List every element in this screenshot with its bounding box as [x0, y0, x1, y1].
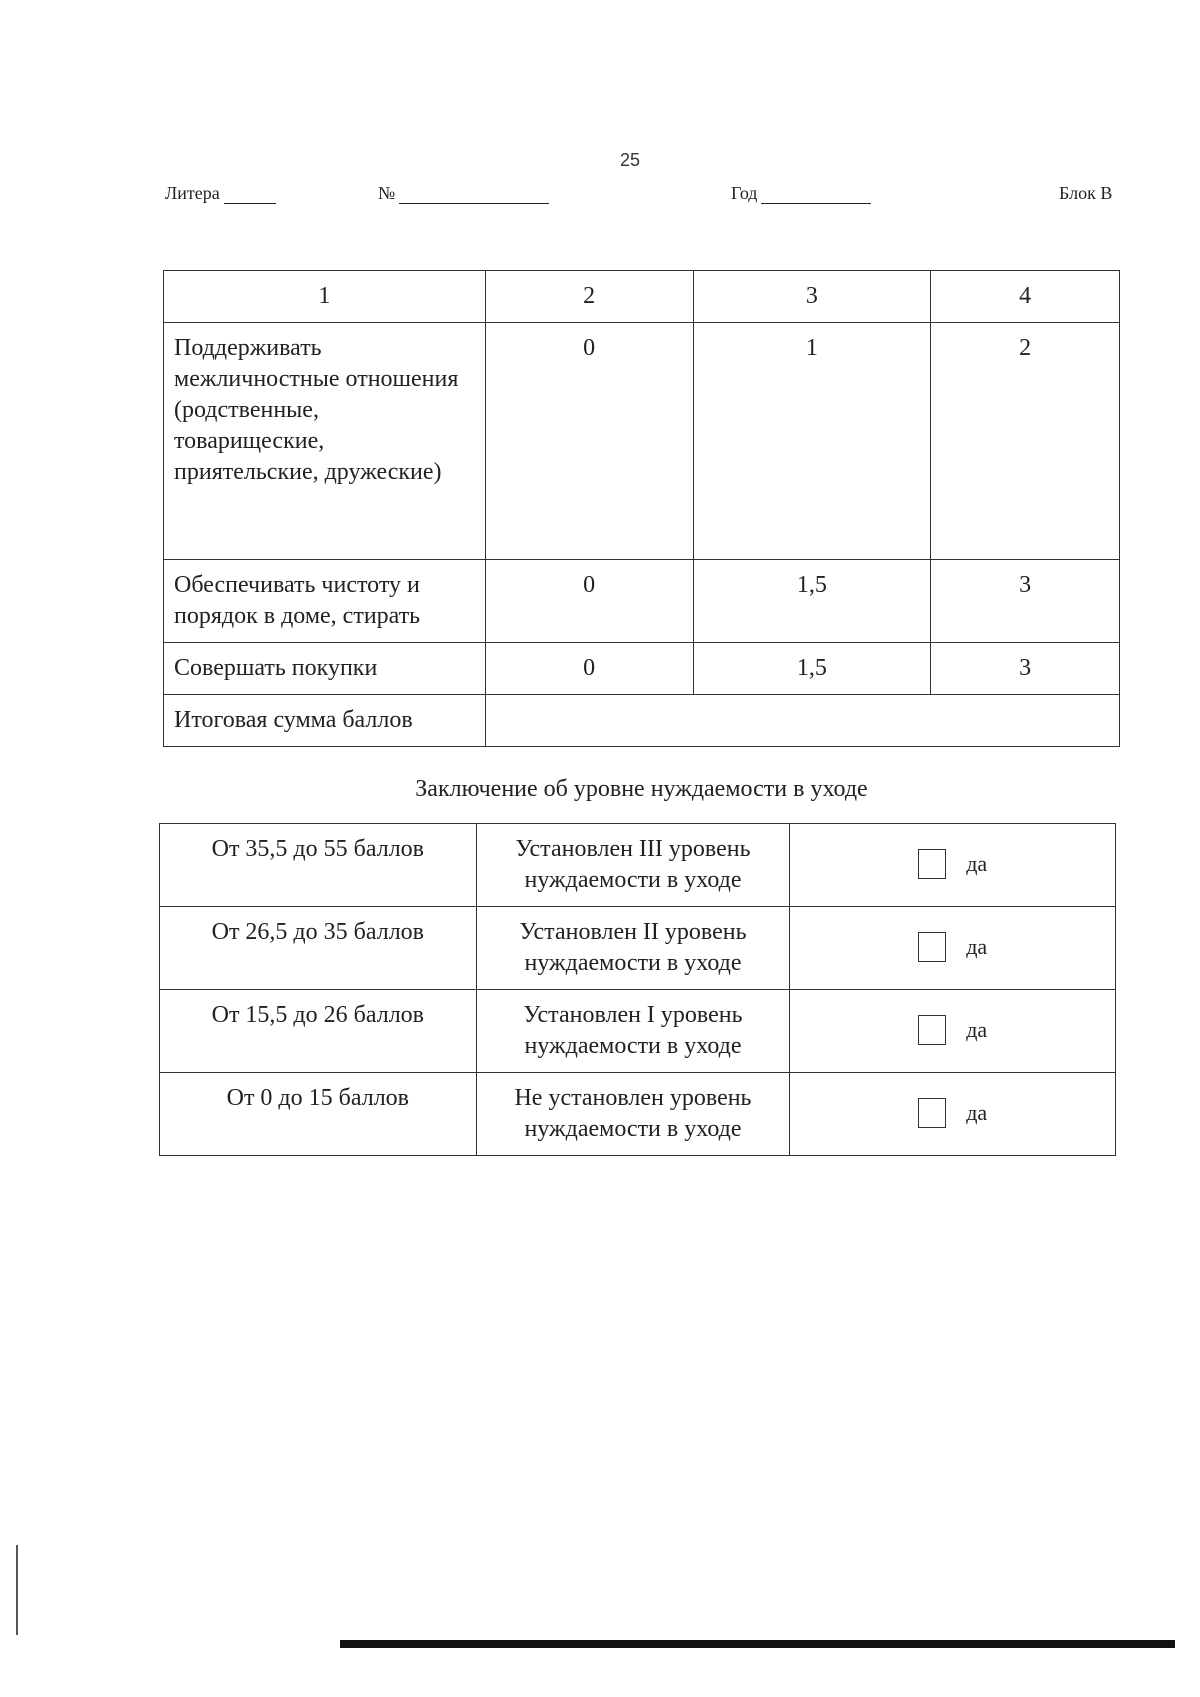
- score-cell: 0: [485, 323, 693, 560]
- checkbox-label: да: [966, 1100, 988, 1125]
- score-range: От 35,5 до 55 баллов: [160, 824, 477, 907]
- litera-label: Литера: [165, 183, 220, 203]
- checkbox[interactable]: [918, 1098, 946, 1128]
- conclusion-row: [160, 1073, 1116, 1156]
- conclusion-row: [160, 824, 1116, 907]
- care-level: Не установлен уровень нуждаемости в уходе: [476, 1073, 790, 1156]
- total-value-cell[interactable]: [485, 695, 1119, 747]
- column-header: 3: [693, 271, 931, 323]
- litera-blank[interactable]: [224, 185, 276, 204]
- conclusion-title: Заключение об уровне нуждаемости в уходе: [415, 776, 868, 802]
- score-cell: 1: [693, 323, 931, 560]
- checkbox[interactable]: [918, 932, 946, 962]
- care-level: Установлен I уровень нуждаемости в уходе: [476, 990, 790, 1073]
- scan-margin-mark: [16, 1545, 18, 1635]
- option-cell: [790, 824, 1116, 907]
- block-label: Блок В: [1059, 183, 1113, 203]
- table-row: [164, 643, 1120, 695]
- year-field: [731, 183, 871, 204]
- care-level: Установлен II уровень нуждаемости в уходе: [476, 907, 790, 990]
- conclusion-row: [160, 907, 1116, 990]
- option-cell: [790, 1073, 1116, 1156]
- conclusion-row: [160, 990, 1116, 1073]
- activity-cell: Совершать покупки: [164, 643, 486, 695]
- year-label: Год: [731, 183, 758, 203]
- activity-cell: Обеспечивать чистоту и порядок в доме, стирать: [164, 560, 486, 643]
- option-cell: [790, 990, 1116, 1073]
- page-number: 25: [620, 150, 641, 170]
- score-cell: 1,5: [693, 643, 931, 695]
- score-range: От 15,5 до 26 баллов: [160, 990, 477, 1073]
- care-level: Установлен III уровень нуждаемости в уходе: [476, 824, 790, 907]
- score-cell: 3: [931, 643, 1120, 695]
- checkbox[interactable]: [918, 849, 946, 879]
- litera-field: [165, 183, 276, 204]
- number-field: [378, 183, 549, 204]
- activity-cell: Поддерживать межличностные отношения (родственные, товарищеские, приятельские, дружеские): [164, 323, 486, 560]
- score-cell: 2: [931, 323, 1120, 560]
- checkbox-label: да: [966, 851, 988, 876]
- column-header: 4: [931, 271, 1120, 323]
- total-label: Итоговая сумма баллов: [164, 695, 486, 747]
- table-header-row: [164, 271, 1120, 323]
- score-cell: 0: [485, 643, 693, 695]
- option-cell: [790, 907, 1116, 990]
- score-cell: 1,5: [693, 560, 931, 643]
- table-row: [164, 560, 1120, 643]
- number-blank[interactable]: [399, 185, 549, 204]
- checkbox[interactable]: [918, 1015, 946, 1045]
- checkbox-label: да: [966, 1017, 988, 1042]
- score-cell: 0: [485, 560, 693, 643]
- number-label: №: [378, 183, 396, 203]
- scores-table: [163, 270, 1120, 747]
- year-blank[interactable]: [761, 185, 871, 204]
- table-row: [164, 323, 1120, 560]
- column-header: 1: [164, 271, 486, 323]
- score-cell: 3: [931, 560, 1120, 643]
- conclusion-table: [159, 823, 1116, 1156]
- scan-bottom-line: [340, 1640, 1175, 1648]
- total-row: [164, 695, 1120, 747]
- score-range: От 0 до 15 баллов: [160, 1073, 477, 1156]
- score-range: От 26,5 до 35 баллов: [160, 907, 477, 990]
- column-header: 2: [485, 271, 693, 323]
- checkbox-label: да: [966, 934, 988, 959]
